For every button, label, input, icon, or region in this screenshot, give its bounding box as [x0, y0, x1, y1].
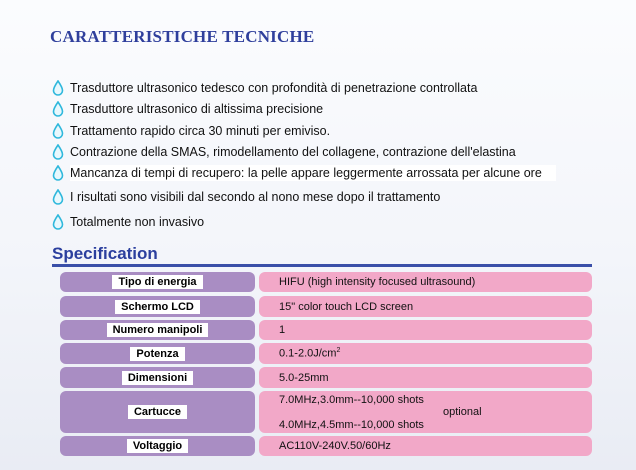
label-cell	[60, 320, 255, 340]
spec-label: Cartucce	[128, 405, 187, 419]
value-cell	[259, 320, 592, 340]
label-cell	[60, 367, 255, 388]
table-row	[60, 272, 592, 292]
value-cell	[259, 272, 592, 292]
label-cell	[60, 343, 255, 364]
spec-value: 4.0MHz,4.5mm--10,000 shots	[279, 418, 424, 431]
table-row	[60, 391, 592, 433]
spec-value: HIFU (high intensity focused ultrasound)	[279, 276, 476, 288]
spec-value: AC110V-240V.50/60Hz	[279, 440, 391, 452]
feature-text: Trasduttore ultrasonico di altissima precisione	[70, 102, 324, 116]
spec-label: Dimensioni	[122, 371, 193, 385]
water-drop-icon	[52, 80, 64, 96]
value-cell	[259, 343, 592, 364]
value-cell	[259, 436, 592, 456]
label-cell	[60, 272, 255, 292]
spec-value	[279, 347, 340, 360]
superscript: 2	[336, 347, 341, 355]
feature-text: I risultati sono visibili dal secondo al nono mese dopo il trattamento	[70, 190, 441, 204]
spec-value: 15" color touch LCD screen	[279, 300, 414, 313]
spec-value: 7.0MHz,3.0mm--10,000 shots	[279, 393, 424, 406]
spec-label: Potenza	[130, 347, 184, 361]
list-item	[52, 187, 440, 207]
table-row	[60, 436, 592, 456]
spec-title: Specification	[52, 244, 158, 263]
list-item	[52, 121, 330, 141]
table-row	[60, 367, 592, 388]
water-drop-icon	[52, 123, 64, 139]
spec-label: Numero manipoli	[107, 323, 209, 337]
feature-text: Trasduttore ultrasonico tedesco con profondità di penetrazione controllata	[70, 81, 478, 95]
table-row	[60, 343, 592, 364]
spec-label: Tipo di energia	[112, 275, 202, 289]
feature-text: Totalmente non invasivo	[70, 215, 205, 229]
list-item	[52, 99, 323, 119]
spec-value-text: 0.1-2.0J/cm	[279, 347, 337, 360]
label-cell	[60, 436, 255, 456]
feature-text: Mancanza di tempi di recupero: la pelle appare leggermente arrossata per alcune ore	[70, 165, 556, 181]
water-drop-icon	[52, 165, 64, 181]
water-drop-icon	[52, 214, 64, 230]
list-item	[52, 78, 477, 98]
label-cell	[60, 391, 255, 433]
water-drop-icon	[52, 101, 64, 117]
spec-label: Voltaggio	[127, 439, 188, 453]
water-drop-icon	[52, 144, 64, 160]
table-row	[60, 296, 592, 317]
spec-value: 5.0-25mm	[279, 371, 329, 384]
spec-label: Schermo LCD	[115, 300, 200, 314]
divider	[52, 264, 592, 267]
list-item	[52, 163, 556, 183]
value-cell	[259, 391, 592, 433]
cartridge-list	[279, 394, 424, 431]
page-title: CARATTERISTICHE TECNICHE	[50, 27, 315, 46]
label-cell	[60, 296, 255, 317]
value-cell	[259, 367, 592, 388]
water-drop-icon	[52, 189, 64, 205]
feature-text: Trattamento rapido circa 30 minuti per emiviso.	[70, 124, 331, 138]
spec-value: 1	[279, 324, 286, 336]
list-item	[52, 212, 204, 232]
value-cell	[259, 296, 592, 317]
list-item	[52, 142, 516, 162]
optional-note: optional	[443, 406, 482, 418]
table-row	[60, 320, 592, 340]
feature-text: Contrazione della SMAS, rimodellamento del collagene, contrazione dell'elastina	[70, 145, 516, 159]
